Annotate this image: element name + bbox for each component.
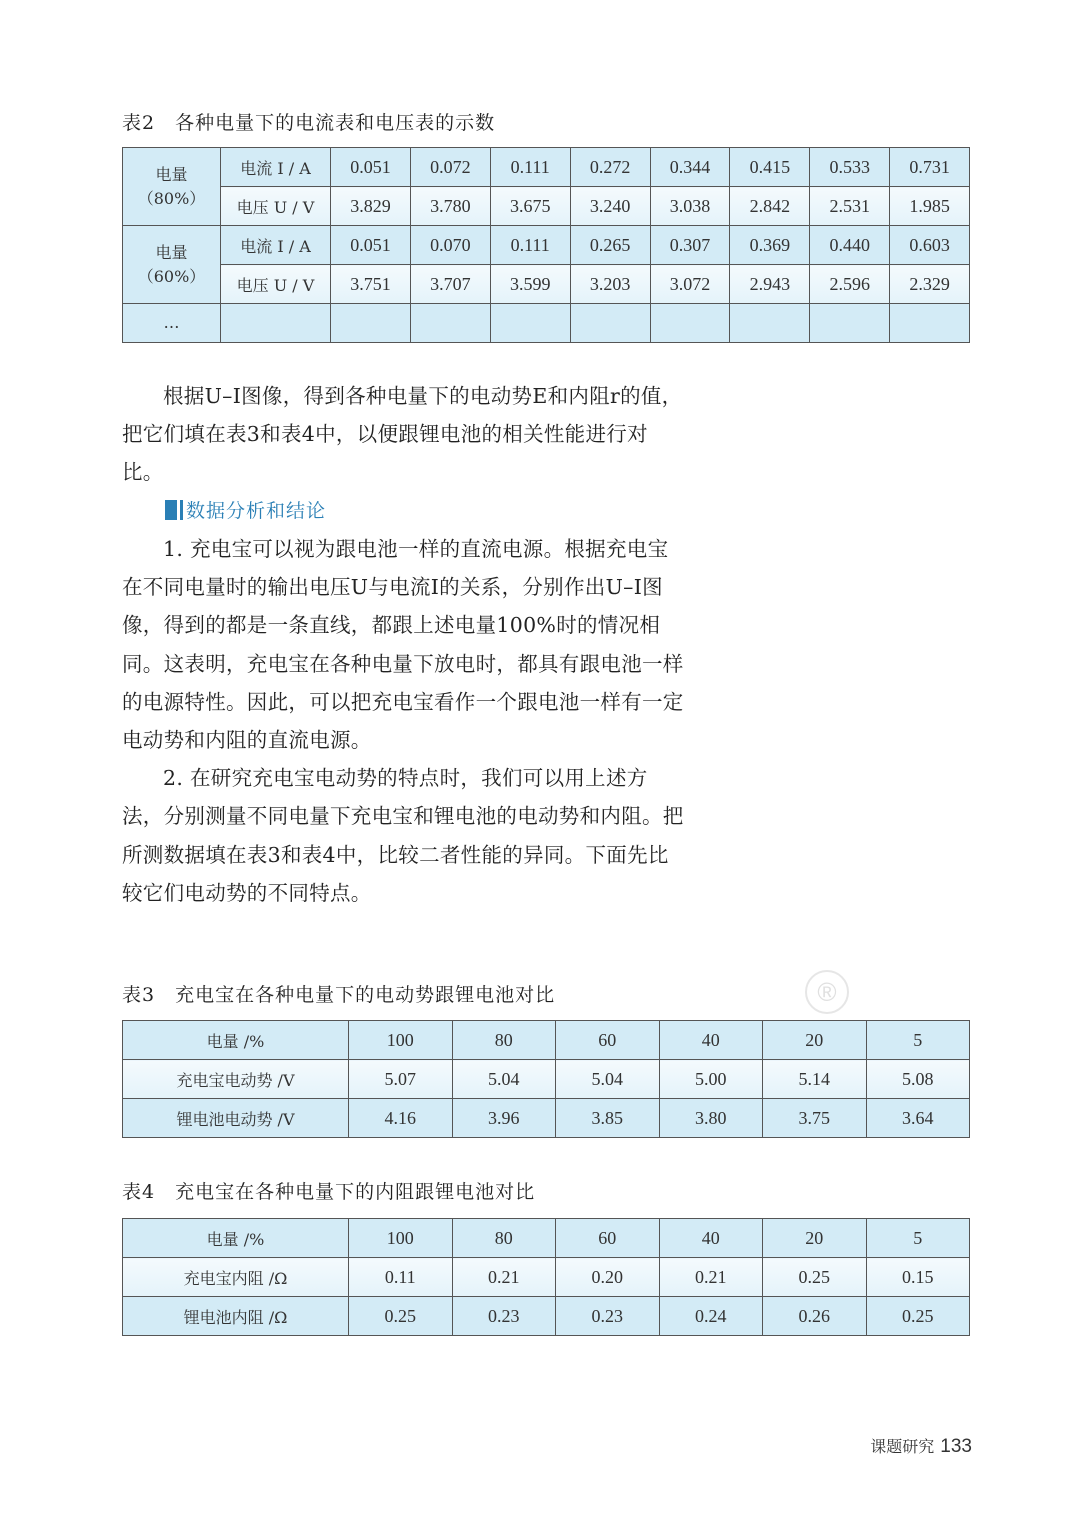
table-cell: 0.369 [730, 226, 810, 265]
charge-level-label [123, 226, 221, 304]
table-cell: 0.072 [410, 148, 490, 187]
empty-cell [810, 304, 890, 343]
page-number: 133 [940, 1436, 972, 1457]
table-row [123, 1021, 970, 1060]
table-row [123, 1258, 970, 1297]
table-cell: 3.072 [650, 265, 730, 304]
table-cell: 5 [866, 1021, 970, 1060]
table-cell: 40 [659, 1021, 763, 1060]
row-header: 充电宝电动势 /V [123, 1060, 349, 1099]
empty-cell [650, 304, 730, 343]
table4-caption: 表4 充电宝在各种电量下的内阻跟锂电池对比 [122, 1181, 536, 1203]
row-header: 电压 U / V [221, 187, 331, 226]
table-cell: 80 [452, 1219, 556, 1258]
table-row [123, 265, 970, 304]
table-cell: 100 [349, 1219, 453, 1258]
paragraph-1 [122, 377, 684, 492]
table-cell: 0.23 [556, 1297, 660, 1336]
table-cell: 3.80 [659, 1099, 763, 1138]
table-cell: 0.25 [763, 1258, 867, 1297]
empty-cell [331, 304, 411, 343]
table-row [123, 1297, 970, 1336]
paragraph-text: 1. 充电宝可以视为跟电池一样的直流电源。根据充电宝在不同电量时的输出电压U与电流I的关系，分别作出U–I图像，得到的都是一条直线，都跟上述电量100%时的情况相同。这表明，充电宝在各种电量下放电时，都具有跟电池一样的电源特性。因此，可以把充电宝看作一个跟电池一样有一定电动势和内阻的直流电源。 [122, 537, 684, 753]
table-cell: 5.14 [763, 1060, 867, 1099]
table-cell: 3.599 [490, 265, 570, 304]
table-row [123, 1060, 970, 1099]
label-text: 电量 [155, 164, 188, 184]
table-cell: 3.75 [763, 1099, 867, 1138]
paragraph-text: 根据U–I图像，得到各种电量下的电动势E和内阻r的值，把它们填在表3和表4中，以便跟锂电池的相关性能进行对比。 [122, 384, 683, 485]
empty-cell [221, 304, 331, 343]
table-cell: 3.707 [410, 265, 490, 304]
table-cell: 3.85 [556, 1099, 660, 1138]
table4 [122, 1218, 970, 1336]
table-row [123, 1099, 970, 1138]
table-cell: 60 [556, 1021, 660, 1060]
page-footer [870, 1434, 972, 1458]
table-cell: 0.307 [650, 226, 730, 265]
table-cell: 2.943 [730, 265, 810, 304]
section-bar-icon [165, 500, 180, 520]
row-header: 电压 U / V [221, 265, 331, 304]
row-header: 充电宝内阻 /Ω [123, 1258, 349, 1297]
table-cell: 0.051 [331, 148, 411, 187]
empty-cell [890, 304, 970, 343]
table-cell: 0.603 [890, 226, 970, 265]
table-cell: 0.21 [452, 1258, 556, 1297]
table-row [123, 304, 970, 343]
table-cell: 3.64 [866, 1099, 970, 1138]
table-cell: 100 [349, 1021, 453, 1060]
table2-caption: 表2 各种电量下的电流表和电压表的示数 [122, 112, 496, 134]
table-cell: 5.00 [659, 1060, 763, 1099]
table-cell: 3.675 [490, 187, 570, 226]
table-cell: 5 [866, 1219, 970, 1258]
label-percent: （80%） [137, 188, 206, 208]
paragraph-text: 2. 在研究充电宝电动势的特点时，我们可以用上述方法，分别测量不同电量下充电宝和锂电池的电动势和内阻。把所测数据填在表3和表4中，比较二者性能的异同。下面先比较它们电动势的不同特点。 [122, 766, 684, 905]
table-cell: 0.111 [490, 226, 570, 265]
table-cell: 2.842 [730, 187, 810, 226]
table-cell: 0.111 [490, 148, 570, 187]
table-cell: 60 [556, 1219, 660, 1258]
watermark-registered-icon: ® [805, 970, 849, 1014]
table-row [123, 148, 970, 187]
table-row [123, 226, 970, 265]
paragraph-2 [122, 530, 684, 912]
table-cell: 3.751 [331, 265, 411, 304]
table-cell: 0.070 [410, 226, 490, 265]
table-cell: 0.20 [556, 1258, 660, 1297]
table-cell: 0.11 [349, 1258, 453, 1297]
table-cell: 0.25 [349, 1297, 453, 1336]
table-cell: 5.08 [866, 1060, 970, 1099]
table-cell: 0.23 [452, 1297, 556, 1336]
table-row [123, 1219, 970, 1258]
table-cell: 1.985 [890, 187, 970, 226]
table2 [122, 147, 970, 343]
table-cell: 5.07 [349, 1060, 453, 1099]
table-cell: 4.16 [349, 1099, 453, 1138]
table-cell: 2.531 [810, 187, 890, 226]
table-row [123, 187, 970, 226]
table-cell: 0.265 [570, 226, 650, 265]
section-title: 数据分析和结论 [186, 500, 327, 522]
section-heading [165, 496, 326, 523]
row-header: 锂电池内阻 /Ω [123, 1297, 349, 1336]
table-cell: 3.038 [650, 187, 730, 226]
empty-cell [730, 304, 810, 343]
table-cell: 2.596 [810, 265, 890, 304]
table-cell: 80 [452, 1021, 556, 1060]
row-header: 锂电池电动势 /V [123, 1099, 349, 1138]
empty-cell [410, 304, 490, 343]
table-cell: 3.203 [570, 265, 650, 304]
table-cell: 5.04 [556, 1060, 660, 1099]
table-cell: 3.96 [452, 1099, 556, 1138]
table-cell: 20 [763, 1021, 867, 1060]
table-cell: 0.21 [659, 1258, 763, 1297]
empty-cell [490, 304, 570, 343]
table-cell: 2.329 [890, 265, 970, 304]
table-cell: 0.26 [763, 1297, 867, 1336]
table-cell: 0.272 [570, 148, 650, 187]
empty-cell [570, 304, 650, 343]
table-cell: 5.04 [452, 1060, 556, 1099]
table-cell: 0.15 [866, 1258, 970, 1297]
table-cell: 3.829 [331, 187, 411, 226]
table-cell: 0.344 [650, 148, 730, 187]
table-cell: 40 [659, 1219, 763, 1258]
row-header: 电量 /% [123, 1219, 349, 1258]
table3-caption: 表3 充电宝在各种电量下的电动势跟锂电池对比 [122, 984, 556, 1006]
row-header: 电流 I / A [221, 226, 331, 265]
label-text: 电量 [155, 242, 188, 262]
table-cell: 20 [763, 1219, 867, 1258]
table-cell: 3.780 [410, 187, 490, 226]
table-cell: 0.24 [659, 1297, 763, 1336]
label-percent: （60%） [137, 266, 206, 286]
table-cell: 0.25 [866, 1297, 970, 1336]
footer-section: 课题研究 [870, 1439, 935, 1456]
table-cell: 0.415 [730, 148, 810, 187]
table-cell: 3.240 [570, 187, 650, 226]
charge-level-label [123, 148, 221, 226]
table-cell: 0.533 [810, 148, 890, 187]
table-cell: 0.440 [810, 226, 890, 265]
row-header: 电流 I / A [221, 148, 331, 187]
table-cell: 0.731 [890, 148, 970, 187]
row-header: 电量 /% [123, 1021, 349, 1060]
ellipsis-cell: … [123, 304, 221, 343]
table3 [122, 1020, 970, 1138]
table-cell: 0.051 [331, 226, 411, 265]
